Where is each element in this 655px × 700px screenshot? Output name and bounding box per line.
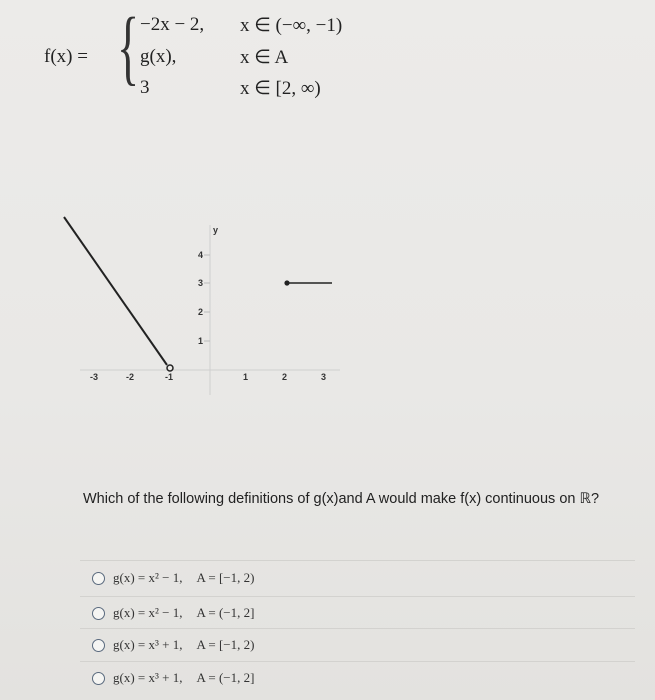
x-tick-label: 1	[243, 372, 249, 382]
y-tick-label: 3	[198, 278, 204, 288]
y-tick-label: 2	[198, 307, 204, 317]
option-3-g: g(x) = x³ + 1,	[113, 637, 183, 652]
divider	[80, 661, 635, 662]
y-tick-label: 4	[198, 250, 204, 260]
open-endpoint	[167, 365, 173, 371]
option-3[interactable]	[80, 630, 635, 660]
radio-button[interactable]	[92, 672, 105, 685]
case-1-expression: −2x − 2,	[140, 14, 205, 35]
function-lhs: f(x) =	[44, 46, 88, 67]
option-4-a: A = (−1, 2]	[196, 670, 255, 685]
divider	[80, 596, 635, 597]
x-tick-label: -3	[90, 372, 99, 382]
option-1-a: A = [−1, 2)	[196, 570, 255, 585]
x-tick-label: 3	[321, 372, 327, 382]
question-text: Which of the following definitions of g(x)and A would make f(x) continuous on ℝ?	[83, 491, 600, 507]
case-2-expression: g(x),	[140, 46, 177, 67]
x-tick-label: 2	[282, 372, 288, 382]
divider	[80, 628, 635, 629]
case-3-domain: x ∈ [2, ∞)	[240, 78, 321, 99]
option-2-g: g(x) = x² − 1,	[113, 605, 183, 620]
x-tick-label: -2	[126, 372, 135, 382]
option-3-a: A = [−1, 2)	[196, 637, 255, 652]
y-axis-label: y	[213, 225, 219, 235]
option-4-g: g(x) = x³ + 1,	[113, 670, 183, 685]
case-1-domain: x ∈ (−∞, −1)	[240, 15, 343, 36]
function-graph	[40, 195, 360, 425]
case-2-domain: x ∈ A	[240, 47, 289, 68]
y-tick-label: 1	[198, 336, 204, 346]
left-piece-line	[64, 217, 167, 365]
radio-button[interactable]	[92, 639, 105, 652]
divider	[80, 560, 635, 561]
case-3-expression: 3	[140, 77, 150, 98]
radio-button[interactable]	[92, 607, 105, 620]
option-2-a: A = (−1, 2]	[196, 605, 255, 620]
option-1-g: g(x) = x² − 1,	[113, 570, 183, 585]
option-2[interactable]	[80, 598, 635, 628]
option-1[interactable]	[80, 563, 635, 593]
option-4[interactable]	[80, 663, 635, 693]
x-tick-label: -1	[165, 372, 174, 382]
left-brace: {	[117, 1, 140, 94]
radio-button[interactable]	[92, 572, 105, 585]
